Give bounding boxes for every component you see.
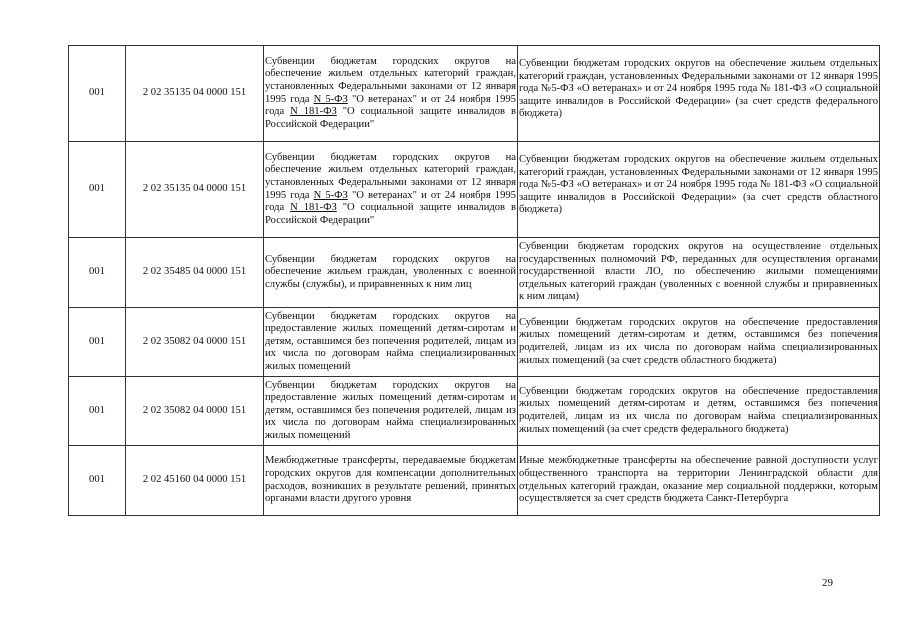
revenue-description-text: Субвенции бюджетам городских округов на осуществление отдельных государственных полномочий РФ, переданных для осуществления органами государственной власти ЛО, по обеспечению жилыми помещениями отдельных категорий граждан (уволенных с военной службы и приравненных к ним лицам) [519,241,878,303]
revenue-description-text: Субвенции бюджетам городских округов на обеспечение жильем отдельных категорий граждан, установленных Федеральными законами от 12 января 1995 года №5-ФЗ «О ветеранах» и от 24 ноября 1995 года № 181-ФЗ «О социальной защите инвалидов в Российской Федерации» (за счет средств областного бюджета) [519,154,878,216]
revenue-name-segment: Субвенции бюджетам городских округов на обеспечение жильем граждан, уволенных с военной службы (службы), и приравненных к ним лиц [265,253,516,290]
revenue-name-segment: Субвенции бюджетам городских округов на предоставление жилых помещений детям-сиротам и детям, оставшимся без попечения родителей, лицам из их числа по договорам найма специализированных жилых помещений [265,310,516,372]
admin-code-cell: 001 [69,308,126,377]
revenue-description-text: Иные межбюджетные трансферты на обеспечение равной доступности услуг общественного транспорта на территории Ленинградской области для отдельных категорий граждан, оказание мер социальной поддержки, которым осуществляется за счет средств бюджета Санкт-Петербурга [519,455,878,505]
revenue-description-text: Субвенции бюджетам городских округов на обеспечение предоставления жилых помещений детям-сиротам и детям, оставшимся без попечения родителей, лицам из их числа по договорам найма специализированных жилых помещений (за счет средств федерального бюджета) [519,385,878,435]
table-row [69,46,880,142]
revenue-name-text [265,311,516,374]
table-row [69,238,880,308]
revenue-description-cell [518,46,880,142]
admin-code-cell: 001 [69,377,126,446]
admin-code-cell: 001 [69,446,126,516]
budget-classification-code-cell: 2 02 35135 04 0000 151 [126,46,264,142]
budget-classification-code-cell: 2 02 35082 04 0000 151 [126,377,264,446]
table-body [69,46,880,516]
law-reference-link[interactable]: N 5-ФЗ [313,189,348,201]
revenue-name-cell [264,308,518,377]
revenue-name-text [265,380,516,443]
revenue-description-cell [518,446,880,516]
revenue-description-cell [518,308,880,377]
revenue-name-segment: Субвенции бюджетам городских округов на обеспечение жильем отдельных категорий граждан, установленных Федеральными законами от 12 января 1995 года [265,151,516,201]
revenue-name-segment: "О социальной защите инвалидов в Российской Федерации" [265,106,516,130]
revenue-name-cell [264,377,518,446]
budget-classification-code-cell: 2 02 35082 04 0000 151 [126,308,264,377]
revenue-name-cell [264,446,518,516]
revenue-name-cell [264,238,518,308]
revenue-name-text [265,254,516,292]
revenue-name-cell [264,46,518,142]
admin-code-cell: 001 [69,46,126,142]
revenue-name-segment: Межбюджетные трансферты, передаваемые бюджетам городских округов для компенсации дополнительных расходов, возникших в результате решений, принятых органами власти другого уровня [265,455,516,505]
revenue-name-segment: "О ветеранах" и от 24 ноября 1995 года [265,93,516,118]
budget-classification-code-cell: 2 02 45160 04 0000 151 [126,446,264,516]
revenue-description-text: Субвенции бюджетам городских округов на обеспечение жильем отдельных категорий граждан, установленных Федеральными законами от 12 января 1995 года №5-ФЗ «О ветеранах» и от 24 ноября 1995 года № 181-ФЗ «О социальной защите инвалидов в Российской Федерации» (за счет средств федерального бюджета) [519,58,878,120]
revenue-name-text [265,152,516,228]
budget-classification-code-cell: 2 02 35485 04 0000 151 [126,238,264,308]
table-row [69,142,880,238]
revenue-description-cell [518,238,880,308]
table-row [69,308,880,377]
revenue-name-segment: "О социальной защите инвалидов в Российской Федерации" [265,202,516,226]
budget-codes-table [68,45,880,516]
law-reference-link[interactable]: N 5-ФЗ [313,93,348,105]
admin-code-cell: 001 [69,238,126,308]
revenue-description-text: Субвенции бюджетам городских округов на обеспечение предоставления жилых помещений детям-сиротам и детям, оставшимся без попечения родителей, лицам из их числа по договорам найма специализированных жилых помещений (за счет средств областного бюджета) [519,316,878,366]
law-reference-link[interactable]: N 181-ФЗ [290,202,337,214]
table-row [69,446,880,516]
revenue-description-cell [518,142,880,238]
revenue-name-segment: Субвенции бюджетам городских округов на обеспечение жильем отдельных категорий граждан, установленных Федеральными законами от 12 января 1995 года [265,55,516,105]
revenue-name-cell [264,142,518,238]
revenue-name-text [265,56,516,132]
revenue-description-cell [518,377,880,446]
revenue-name-segment: "О ветеранах" и от 24 ноября 1995 года [265,189,516,214]
budget-classification-code-cell: 2 02 35135 04 0000 151 [126,142,264,238]
page-number: 29 [822,577,833,589]
table-row [69,377,880,446]
admin-code-cell: 001 [69,142,126,238]
revenue-name-text [265,455,516,505]
revenue-name-segment: Субвенции бюджетам городских округов на предоставление жилых помещений детям-сиротам и детям, оставшимся без попечения родителей, лицам из их числа по договорам найма специализированных жилых помещений [265,379,516,441]
law-reference-link[interactable]: N 181-ФЗ [290,106,337,118]
